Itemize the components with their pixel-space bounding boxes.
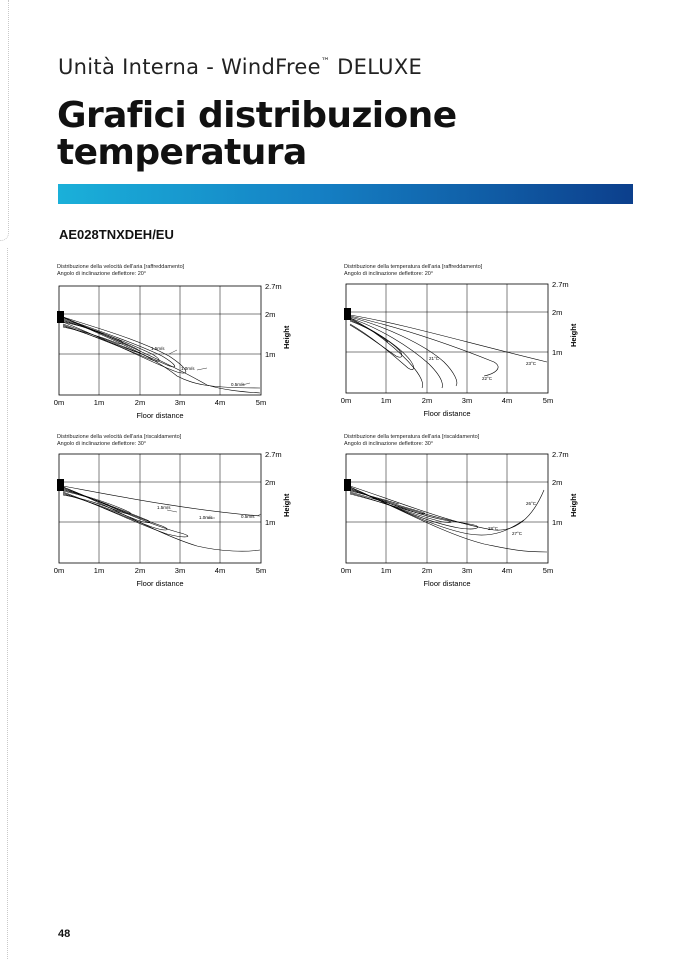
chart-caption-title: Distribuzione della temperatura dell'aria [raffreddamento] [344, 264, 483, 270]
y-tick-label: 2.7m [265, 450, 282, 459]
x-tick-label: 1m [380, 566, 392, 575]
contour-label: 23°C [526, 361, 537, 366]
contour-label: 21°C [429, 356, 440, 361]
model-code: AE028TNXDEH/EU [59, 227, 174, 242]
y-tick-labels [552, 280, 569, 357]
y-tick-label: 2m [265, 478, 276, 487]
y-tick-label: 2.7m [552, 280, 569, 289]
plot-frame [346, 454, 548, 563]
x-tick-label: 5m [542, 566, 554, 575]
page-number: 48 [58, 928, 71, 940]
chart-caption-title: Distribuzione della velocità dell'aria [raffreddamento] [57, 264, 185, 270]
chart-caption-angle: Angolo di inclinazione deflettore: 20° [57, 271, 147, 277]
x-axis-label: Floor distance [423, 579, 471, 588]
chart-temperature-cooling [340, 264, 644, 424]
contour-label: 1.5m/s [157, 505, 171, 510]
x-tick-label: 2m [134, 566, 146, 575]
x-tick-label: 4m [501, 396, 513, 405]
chart-caption-angle: Angolo di inclinazione deflettore: 30° [57, 441, 147, 447]
x-tick-label: 5m [255, 566, 267, 575]
y-tick-labels [265, 450, 282, 527]
y-tick-labels [552, 450, 569, 527]
x-tick-label: 0m [340, 396, 352, 405]
page-title-line-1: Grafici distribuzione [57, 95, 457, 136]
x-tick-label: 4m [214, 398, 226, 407]
contour-plot [340, 264, 584, 424]
contour-label: 1.5m/s [151, 346, 165, 351]
y-axis-label: Height [282, 325, 291, 349]
contour-labels [151, 346, 245, 387]
trademark-mark: ™ [320, 57, 331, 67]
contour-label: 1.0m/s [199, 515, 213, 520]
page-edge-decoration-line [7, 248, 9, 959]
y-tick-label: 2.7m [265, 282, 282, 291]
contour-labels [429, 356, 537, 381]
contour-label: 0.5m/s [241, 514, 255, 519]
contour-plot [53, 434, 297, 594]
chart-temperature-heating [340, 434, 644, 594]
contour-label: 0.5m/s [231, 382, 245, 387]
x-axis-label: Floor distance [423, 409, 471, 418]
y-axis-label: Height [282, 493, 291, 517]
x-tick-label: 1m [380, 396, 392, 405]
chart-caption-title: Distribuzione della velocità dell'aria [riscaldamento] [57, 434, 182, 440]
y-axis-label: Height [569, 323, 578, 347]
x-tick-label: 0m [53, 566, 65, 575]
contour-lines [350, 486, 547, 552]
x-tick-label: 5m [542, 396, 554, 405]
x-tick-label: 3m [174, 398, 186, 407]
y-tick-label: 1m [265, 518, 276, 527]
plot-frame [59, 286, 261, 395]
contour-lines [350, 315, 547, 388]
chart-caption-angle: Angolo di inclinazione deflettore: 20° [344, 271, 434, 277]
x-tick-labels [341, 566, 553, 575]
x-tick-labels [341, 396, 553, 405]
x-tick-label: 3m [461, 396, 473, 405]
contour-plot [53, 264, 297, 424]
contour-lines [63, 486, 260, 551]
x-tick-label: 4m [214, 566, 226, 575]
x-tick-label: 5m [255, 398, 267, 407]
x-tick-labels [54, 566, 266, 575]
y-tick-label: 2m [552, 308, 563, 317]
x-axis-label: Floor distance [136, 579, 184, 588]
contour-labels [157, 505, 255, 520]
contour-label: 28°C [488, 526, 499, 531]
x-tick-label: 4m [501, 566, 513, 575]
x-tick-labels [54, 398, 266, 407]
x-tick-label: 3m [174, 566, 186, 575]
y-tick-label: 1m [265, 350, 276, 359]
x-tick-label: 3m [461, 566, 473, 575]
page-edge-decoration [0, 0, 9, 241]
y-tick-label: 2m [552, 478, 563, 487]
x-tick-label: 2m [421, 396, 433, 405]
chart-velocity-cooling [53, 264, 357, 424]
x-tick-label: 1m [93, 398, 105, 407]
chart-caption-title: Distribuzione della temperatura dell'aria [riscaldamento] [344, 434, 480, 440]
x-tick-label: 0m [340, 566, 352, 575]
y-tick-labels [265, 282, 282, 359]
chart-velocity-heating [53, 434, 357, 594]
x-axis-label: Floor distance [136, 411, 184, 420]
x-tick-label: 2m [421, 566, 433, 575]
y-tick-label: 2m [265, 310, 276, 319]
page-title [57, 97, 577, 171]
y-tick-label: 2.7m [552, 450, 569, 459]
y-tick-label: 1m [552, 348, 563, 357]
chart-caption-angle: Angolo di inclinazione deflettore: 30° [344, 441, 434, 447]
page-title-line-2: temperatura [57, 132, 307, 173]
y-axis-label: Height [569, 493, 578, 517]
x-tick-label: 0m [53, 398, 65, 407]
y-tick-label: 1m [552, 518, 563, 527]
contour-label: 22°C [482, 376, 493, 381]
section-subtitle: Unità Interna - WindFree™ DELUXE [58, 55, 423, 79]
contour-labels [488, 501, 537, 536]
x-tick-label: 2m [134, 398, 146, 407]
contour-label: 1.0m/s [181, 366, 195, 371]
title-accent-bar [58, 184, 633, 204]
contour-label: 27°C [512, 531, 523, 536]
contour-label: 26°C [526, 501, 537, 506]
x-tick-label: 1m [93, 566, 105, 575]
plot-frame [346, 284, 548, 393]
contour-plot [340, 434, 584, 594]
